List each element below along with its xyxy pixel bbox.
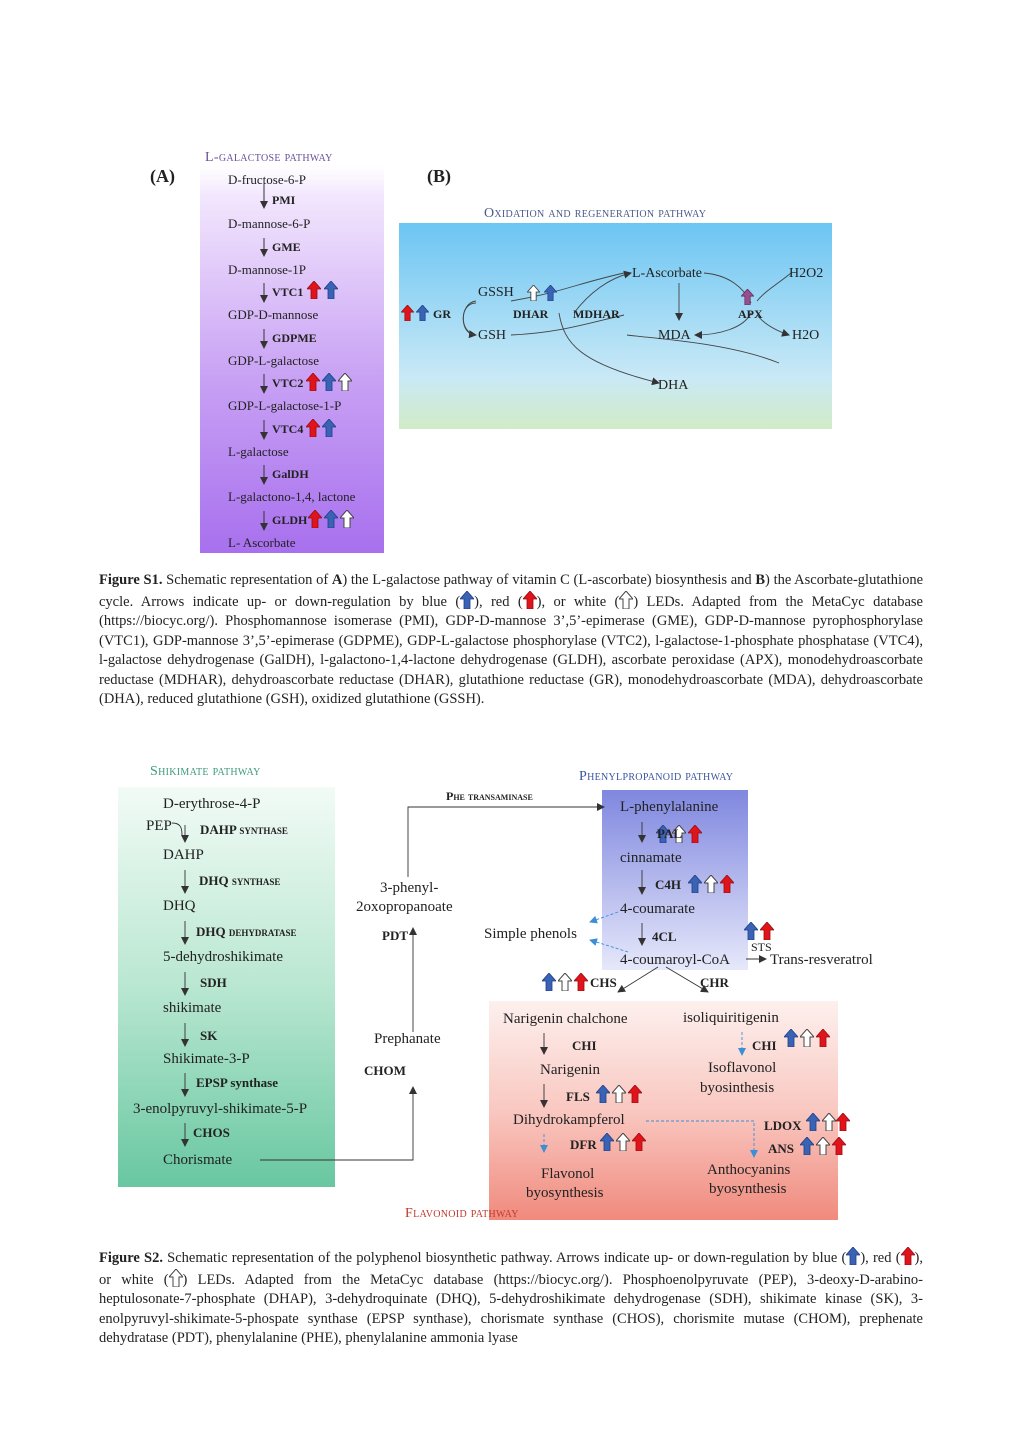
node-trans-resveratrol: Trans-resveratrol bbox=[770, 952, 873, 968]
enzyme-chs: CHS bbox=[590, 975, 617, 990]
node-l-ascorbate: L- Ascorbate bbox=[228, 535, 296, 550]
enzyme-chom: CHOM bbox=[364, 1063, 406, 1078]
node-dahp: DAHP bbox=[163, 847, 204, 863]
red-arrow-icon bbox=[306, 419, 320, 437]
label-gssh: GSSH bbox=[478, 285, 514, 300]
caption1-text: ), red ( bbox=[474, 593, 523, 610]
enzyme-ans: ANS bbox=[768, 1141, 795, 1156]
caption1-text: ), or white ( bbox=[536, 593, 620, 610]
node-galactono-lactone: L-galactono-1,4, lactone bbox=[228, 489, 356, 504]
enzyme-dhar: DHAR bbox=[513, 307, 549, 321]
node-l-galactose: L-galactose bbox=[228, 444, 289, 459]
node-2oxopropanoate: 2oxopropanoate bbox=[356, 899, 453, 915]
red-arrow-icon bbox=[307, 281, 321, 299]
caption2-text: ), or white ( bbox=[99, 1250, 923, 1288]
node-3-phenyl: 3-phenyl- bbox=[380, 880, 439, 896]
enzyme-pdt: PDT bbox=[382, 928, 408, 943]
node-gdp-galactose: GDP-L-galactose bbox=[228, 353, 319, 368]
caption2-label: Figure S2. bbox=[99, 1250, 163, 1266]
enzyme-phe-transaminase: Phe transaminase bbox=[446, 789, 533, 803]
node-shikimate-3p: Shikimate-3-P bbox=[163, 1051, 250, 1067]
node-flavonol-biosynthesis: byosynthesis bbox=[526, 1185, 604, 1201]
caption1-b: B bbox=[755, 572, 766, 588]
node-pep: PEP bbox=[146, 818, 172, 834]
node-anthocyanins-biosynthesis: byosynthesis bbox=[709, 1181, 787, 1197]
enzyme-gr: GR bbox=[433, 307, 451, 321]
red-arrow-icon bbox=[308, 510, 322, 528]
phenylpropanoid-pathway-title: Phenylpropanoid pathway bbox=[579, 769, 734, 784]
node-fructose-6p: D-fructose-6-P bbox=[228, 172, 306, 187]
node-anthocyanins: Anthocyanins bbox=[707, 1162, 791, 1178]
oxidation-pathway-title: Oxidation and regeneration pathway bbox=[484, 206, 707, 221]
red-arrow-icon bbox=[523, 591, 537, 609]
enzyme-chr: CHR bbox=[700, 975, 729, 990]
node-4-coumaroyl-coa: 4-coumaroyl-CoA bbox=[620, 952, 730, 968]
red-arrow-icon bbox=[760, 922, 774, 940]
enzyme-mdhar: MDHAR bbox=[573, 307, 620, 321]
node-dhq: DHQ bbox=[163, 898, 196, 914]
white-arrow-icon bbox=[169, 1269, 183, 1287]
enzyme-dhq-dehydratase: DHQ dehydratase bbox=[196, 924, 297, 939]
node-flavonol: Flavonol bbox=[541, 1166, 595, 1182]
caption1-text: Schematic representation of bbox=[166, 572, 329, 588]
caption1-text: ) the Ascorbate-glutathione cycle. Arrows indicate up- or down-regulation by blue ( bbox=[99, 572, 924, 610]
caption1-text: ) LEDs. Adapted from the MetaCyc database (https://biocyc.org/). Phosphomannose isomerase (PMI), GDP-D-mannose 3’,5’-epimerase (GME), GDP-D-mannose pyrophosphorylase (VTC1), GDP-mannose 3’,5’-epimerase (GDPME), GDP-L-galactose phosphorylase (VTC2), l-galactose-1-phosphate phosphatase (VTC4), l-galactose dehydrogenase (GalDH), l-galactono-1,4-lactone dehydrogenase (GLDH), ascorbate peroxidase (APX), monodehydroascorbate reductase (MDHAR), dehydroascorbate reductase (DHAR), glutathione reductase (GR), monodehydroascorbate (MDA), dehydroascorbate (DHA), reduced glutathione (GSH), oxidized glutathione (GSSH). bbox=[99, 593, 923, 707]
white-arrow-icon bbox=[558, 973, 572, 991]
shikimate-pathway-title: Shikimate pathway bbox=[150, 764, 261, 779]
node-simple-phenols: Simple phenols bbox=[484, 926, 577, 942]
node-gdp-galactose-1p: GDP-L-galactose-1-P bbox=[228, 398, 342, 413]
white-arrow-icon bbox=[619, 591, 633, 609]
enzyme-chos: CHOS bbox=[193, 1125, 230, 1140]
node-mannose-6p: D-mannose-6-P bbox=[228, 216, 311, 231]
label-h2o: H2O bbox=[792, 328, 820, 343]
white-arrow-icon bbox=[338, 373, 352, 391]
enzyme-vtc2: VTC2 bbox=[272, 376, 304, 390]
enzyme-dhq-synthase: DHQ synthase bbox=[199, 873, 281, 888]
blue-arrow-icon bbox=[322, 373, 336, 391]
blue-arrow-icon bbox=[324, 510, 338, 528]
red-arrow-icon bbox=[574, 973, 588, 991]
enzyme-sts: STS bbox=[751, 940, 772, 954]
figure-s2-caption bbox=[99, 1247, 923, 1349]
enzyme-c4h: C4H bbox=[655, 877, 681, 892]
panel-a-label: (A) bbox=[150, 166, 175, 186]
enzyme-chi: CHI bbox=[572, 1038, 597, 1053]
node-mannose-1p: D-mannose-1P bbox=[228, 262, 306, 277]
blue-arrow-icon bbox=[542, 973, 556, 991]
galactose-pathway-arrows bbox=[200, 150, 385, 550]
enzyme-4cl: 4CL bbox=[652, 929, 677, 944]
label-l-ascorbate: L-Ascorbate bbox=[632, 266, 702, 281]
figure-s1-caption bbox=[99, 571, 923, 710]
blue-arrow-icon bbox=[460, 591, 474, 609]
blue-arrow-icon bbox=[324, 281, 338, 299]
caption1-label: Figure S1. bbox=[99, 572, 163, 588]
caption2-text: ), red ( bbox=[860, 1250, 901, 1266]
red-arrow-icon bbox=[306, 373, 320, 391]
enzyme-sk: SK bbox=[200, 1028, 218, 1043]
galactose-pathway-title: L-galactose pathway bbox=[205, 150, 333, 165]
enzyme-pal: PAL bbox=[657, 826, 683, 841]
enzyme-dfr: DFR bbox=[570, 1137, 597, 1152]
enzyme-dahp-synthase: DAHP synthase bbox=[200, 822, 288, 837]
node-chorismate: Chorismate bbox=[163, 1152, 233, 1168]
blue-arrow-icon bbox=[846, 1247, 860, 1265]
node-5-dehydroshikimate: 5-dehydroshikimate bbox=[163, 949, 283, 965]
enzyme-galdh: GalDH bbox=[272, 467, 309, 481]
node-4-coumarate: 4-coumarate bbox=[620, 901, 695, 917]
caption1-a: A bbox=[331, 572, 343, 588]
label-gsh: GSH bbox=[478, 328, 507, 343]
enzyme-apx: APX bbox=[738, 307, 763, 321]
node-narigenin: Narigenin bbox=[540, 1062, 600, 1078]
enzyme-epsp-synthase: EPSP synthase bbox=[196, 1075, 278, 1090]
node-dihydrokampferol: Dihydrokampferol bbox=[513, 1112, 625, 1128]
blue-arrow-icon bbox=[322, 419, 336, 437]
red-arrow-icon bbox=[836, 1113, 850, 1131]
enzyme-vtc1: VTC1 bbox=[272, 285, 304, 299]
enzyme-sdh: SDH bbox=[200, 975, 227, 990]
label-dha: DHA bbox=[658, 378, 689, 393]
caption1-text: ) the L-galactose pathway of vitamin C (L-ascorbate) biosynthesis and bbox=[342, 572, 752, 588]
enzyme-gdpme: GDPME bbox=[272, 331, 317, 345]
oxidation-pathway-diagram bbox=[399, 223, 832, 429]
node-cinnamate: cinnamate bbox=[620, 850, 682, 866]
enzyme-fls: FLS bbox=[566, 1089, 590, 1104]
enzyme-gldh: GLDH bbox=[272, 513, 308, 527]
enzyme-ldox: LDOX bbox=[764, 1118, 802, 1133]
node-isoflavonol-biosynthesis: byosinthesis bbox=[700, 1080, 775, 1096]
node-enolpyruvyl-shikimate: 3-enolpyruvyl-shikimate-5-P bbox=[133, 1101, 308, 1117]
node-l-phenylalanine: L-phenylalanine bbox=[620, 799, 719, 815]
node-isoflavonol: Isoflavonol bbox=[708, 1060, 777, 1076]
node-gdp-mannose: GDP-D-mannose bbox=[228, 307, 319, 322]
panel-b-label: (B) bbox=[427, 166, 451, 186]
enzyme-pmi: PMI bbox=[272, 193, 296, 207]
enzyme-vtc4: VTC4 bbox=[272, 422, 304, 436]
caption2-text: Schematic representation of the polyphenol biosynthetic pathway. Arrows indicate up- or down-regulation by blue ( bbox=[167, 1250, 847, 1266]
enzyme-gme: GME bbox=[272, 240, 301, 254]
label-mda: MDA bbox=[658, 328, 691, 343]
node-prephanate: Prephanate bbox=[374, 1031, 441, 1047]
label-h2o2: H2O2 bbox=[789, 266, 824, 281]
caption2-text: ) LEDs. Adapted from the MetaCyc database (https://biocyc.org/). Phosphoenolpyruvate (PEP), 3-deoxy-D-arabino-heptulosonate-7-phosphate (DHAP), 3-dehydroquinate (DHQ), 5-dehydroshikimate dehydrogenase (SDH), shikimate kinase (SK), 3-enolpyruvyl-shikimate-5-phospate synthase (EPSP synthase), chorismate synthase (CHOS), chorismite mutase (CHOM), prephenate dehydratase (PDT), phenylalanine (PHE), phenylalanine ammonia lyase bbox=[99, 1271, 923, 1346]
node-erythrose-4p: D-erythrose-4-P bbox=[163, 796, 261, 812]
red-arrow-icon bbox=[901, 1247, 915, 1265]
node-narigenin-chalchone: Narigenin chalchone bbox=[503, 1011, 628, 1027]
flavonoid-pathway-title: Flavonoid pathway bbox=[405, 1206, 519, 1221]
enzyme-chi-2: CHI bbox=[752, 1038, 777, 1053]
white-arrow-icon bbox=[340, 510, 354, 528]
node-shikimate: shikimate bbox=[163, 1000, 222, 1016]
node-isoliquiritigenin: isoliquiritigenin bbox=[683, 1010, 779, 1026]
